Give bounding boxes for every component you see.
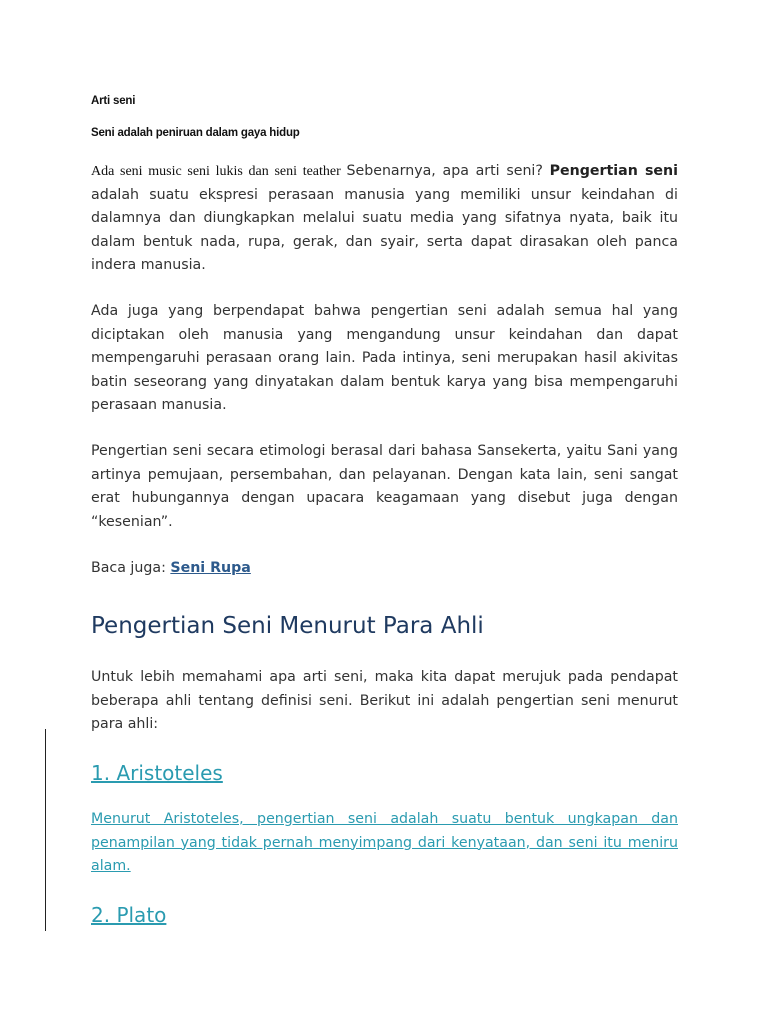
paragraph-2: Ada juga yang berpendapat bahwa pengertian seni adalah semua hal yang diciptakan oleh manusia yang mengandung unsur keindahan dan dapat mempengaruhi perasaan orang lain. Pada intinya, seni merupakan hasil akivitas batin seseorang yang dinyatakan dalam bentuk karya yang bisa mempengaruhi perasaan manusia.: [91, 303, 678, 413]
intro-bold-term: Pengertian seni: [549, 163, 678, 179]
doc-title: Arti seni: [91, 95, 136, 107]
section-intro: Untuk lebih memahami apa arti seni, maka kita dapat merujuk pada pendapat beberapa ahli tentang definisi seni. Berikut ini adalah pengertian seni menurut para ahli:: [91, 669, 678, 732]
intro-rest: adalah suatu ekspresi perasaan manusia yang memiliki unsur keindahan di dalamnya dan diungkapkan melalui suatu media yang sifatnya nyata, baik itu dalam bentuk nada, rupa, gerak, dan syair, serta dapat dirasakan oleh panca indera manusia.: [91, 186, 678, 273]
read-also-label: Baca juga:: [91, 560, 171, 576]
intro-question: Sebenarnya, apa arti seni?: [346, 163, 550, 179]
paragraph-3: Pengertian seni secara etimologi berasal dari bahasa Sansekerta, yaitu Sani yang artinya pemujaan, persembahan, dan pelayanan. Dengan kata lain, seni sangat erat hubungannya dengan upacara keagamaan yang disebut juga dengan “kesenian”.: [91, 443, 678, 530]
doc-subtitle: Seni adalah peniruan dalam gaya hidup: [91, 127, 300, 139]
expert-text-aristoteles[interactable]: Menurut Aristoteles, pengertian seni adalah suatu bentuk ungkapan dan penampilan yang tidak pernah menyimpang dari kenyataan, dan seni itu meniru alam.: [91, 811, 678, 874]
intro-serif-text: Ada seni music seni lukis dan seni teather: [91, 164, 347, 179]
section-heading: Pengertian Seni Menurut Para Ahli: [91, 613, 484, 639]
expert-heading-aristoteles[interactable]: 1. Aristoteles: [91, 761, 223, 785]
read-also-link[interactable]: Seni Rupa: [170, 560, 251, 576]
intro-paragraph: [91, 160, 678, 278]
margin-rule: [45, 729, 46, 931]
read-also: [91, 557, 678, 581]
expert-heading-plato[interactable]: 2. Plato: [91, 903, 167, 927]
